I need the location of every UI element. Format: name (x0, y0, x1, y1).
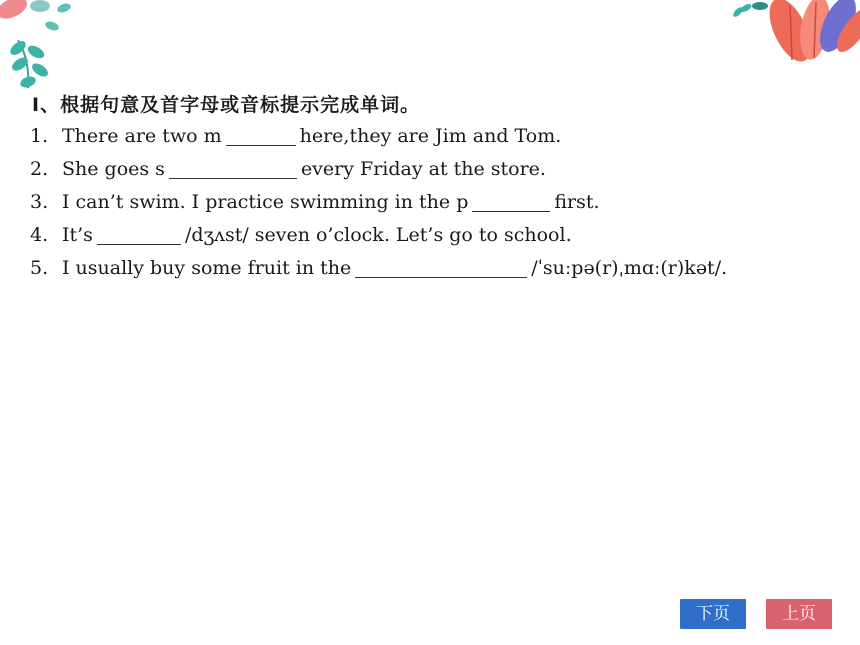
exercise-item-1 (30, 125, 561, 147)
exercise-item-5 (30, 257, 727, 279)
item-number: 4. (30, 224, 49, 246)
item-text-before: There are two m (62, 125, 222, 147)
answer-blank[interactable] (97, 226, 181, 245)
item-number: 1. (30, 125, 49, 147)
item-number: 3. (30, 191, 49, 213)
previous-page-button[interactable]: 上页 (766, 599, 832, 629)
exercise-item-4 (30, 224, 572, 246)
next-page-button[interactable]: 下页 (680, 599, 746, 629)
item-text-after: /ˈsuːpə(r)ˌmɑː(r)kət/. (531, 257, 728, 279)
item-text-before: I usually buy some fruit in the (62, 257, 352, 279)
exercise-item-3 (30, 191, 600, 213)
item-text-after: here,they are Jim and Tom. (299, 125, 562, 147)
item-text-before: I can’t swim. I practice swimming in the p (62, 191, 469, 213)
item-number: 2. (30, 158, 49, 180)
item-number: 5. (30, 257, 49, 279)
item-text-after: every Friday at the store. (300, 158, 546, 180)
answer-blank[interactable] (226, 127, 296, 146)
answer-blank[interactable] (355, 259, 527, 278)
item-text-after: /dʒʌst/ seven o’clock. Let’s go to school. (184, 224, 572, 246)
leaf-decoration-top-left (0, 0, 80, 95)
leaf-decoration-top-right (730, 0, 860, 70)
section-heading: Ⅰ、根据句意及首字母或音标提示完成单词。 (32, 94, 421, 116)
item-text-after: first. (554, 191, 600, 213)
item-text-before: It’s (62, 224, 93, 246)
answer-blank[interactable] (472, 193, 550, 212)
answer-blank[interactable] (169, 160, 297, 179)
exercise-item-2 (30, 158, 546, 180)
item-text-before: She goes s (62, 158, 165, 180)
